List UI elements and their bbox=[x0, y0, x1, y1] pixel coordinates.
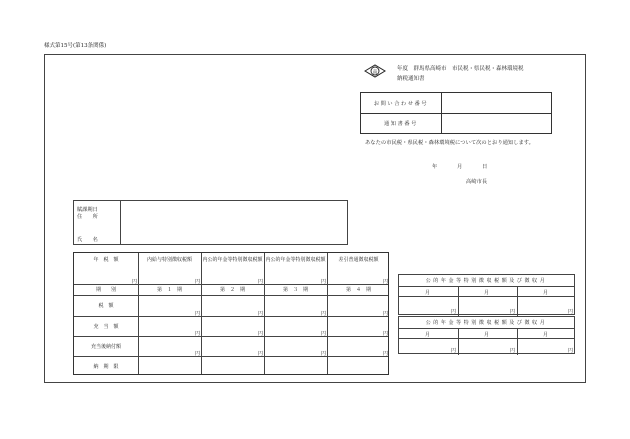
yen-label: 円 bbox=[510, 309, 516, 315]
svg-text:高: 高 bbox=[372, 69, 378, 76]
notice-text: あなたの市民税・県民税・森林環境税について次のとおり通知します。 bbox=[365, 140, 534, 146]
applied-amount-label: 充 当 額 bbox=[93, 323, 119, 330]
period-label: 期 別 bbox=[95, 287, 116, 293]
address-label: 住 所 bbox=[77, 214, 98, 220]
yen-label: 円 bbox=[195, 311, 201, 317]
pension-special-header-2: 内公的年金等特別徴収税額 bbox=[265, 256, 326, 263]
yen-label: 円 bbox=[383, 279, 389, 285]
notice-number-label: 通知書番号 bbox=[361, 113, 442, 133]
yen-label: 円 bbox=[383, 351, 389, 357]
period-4: 第 ４ 期 bbox=[345, 287, 371, 293]
yen-label: 円 bbox=[321, 311, 327, 317]
yen-label: 円 bbox=[321, 331, 327, 337]
name-label: 氏 名 bbox=[77, 237, 98, 243]
month-label: 月 bbox=[425, 332, 431, 338]
yen-label: 円 bbox=[258, 311, 264, 317]
notice-number-row bbox=[361, 113, 551, 133]
yen-label: 円 bbox=[568, 348, 574, 354]
salary-special-header: 内給与特別徴収税額 bbox=[146, 256, 192, 263]
period-2: 第 ２ 期 bbox=[219, 287, 245, 293]
yen-label: 円 bbox=[383, 311, 389, 317]
pension-schedule-2 bbox=[398, 316, 575, 354]
yen-label: 円 bbox=[321, 279, 327, 285]
pension-schedule-2-title: 公的年金等特別徴収税額及び徴収月 bbox=[399, 317, 574, 329]
form-code: 様式第15号(第13条関係) bbox=[44, 43, 107, 49]
yen-label: 円 bbox=[383, 331, 389, 337]
yen-label: 円 bbox=[510, 348, 516, 354]
yen-label: 円 bbox=[258, 331, 264, 337]
tax-amount-label: 税 額 bbox=[98, 303, 114, 309]
contact-number-row bbox=[361, 93, 551, 114]
mayor-name: 高崎市長 bbox=[466, 179, 488, 185]
assessment-date-label: 賦課期日 bbox=[77, 207, 98, 213]
city-seal-icon bbox=[364, 64, 386, 78]
yen-label: 円 bbox=[258, 279, 264, 285]
taxpayer-divider bbox=[120, 201, 121, 244]
month-label: 月 bbox=[484, 332, 490, 338]
month-label: 月 bbox=[484, 290, 490, 296]
yen-label: 円 bbox=[451, 348, 457, 354]
yen-label: 円 bbox=[195, 331, 201, 337]
yen-label: 円 bbox=[451, 309, 457, 315]
pension-special-header-1: 内公的年金等特別徴収税額 bbox=[202, 256, 263, 263]
period-3: 第 ３ 期 bbox=[282, 287, 308, 293]
applied-payment-label: 充当後納付額 bbox=[90, 343, 121, 350]
yen-label: 円 bbox=[258, 351, 264, 357]
contact-number-label: お問い合わせ番号 bbox=[361, 93, 442, 113]
yen-label: 円 bbox=[568, 309, 574, 315]
col-divider bbox=[458, 328, 459, 355]
pension-schedule-1-title: 公的年金等特別徴収税額及び徴収月 bbox=[399, 275, 574, 287]
taxpayer-box bbox=[73, 200, 348, 245]
month-label: 月 bbox=[543, 290, 549, 296]
ordinary-tax-header: 差引普通徴収税額 bbox=[338, 256, 379, 263]
yen-label: 円 bbox=[321, 351, 327, 357]
month-label: 月 bbox=[425, 290, 431, 296]
yen-label: 円 bbox=[195, 351, 201, 357]
period-1: 第 １ 期 bbox=[156, 287, 182, 293]
month-label: 月 bbox=[543, 332, 549, 338]
col-divider bbox=[458, 286, 459, 316]
notice-title: 年度 群馬県高崎市 市民税・県民税・森林環境税 bbox=[397, 66, 524, 72]
tax-table bbox=[73, 252, 389, 375]
yen-label: 円 bbox=[132, 279, 138, 285]
pension-schedule-1 bbox=[398, 274, 575, 315]
notice-subtitle: 納税通知書 bbox=[397, 76, 425, 82]
due-date-label: 納 期 限 bbox=[93, 363, 119, 370]
inquiry-box bbox=[360, 92, 552, 134]
col-divider bbox=[517, 286, 518, 316]
annual-tax-header: 年 税 額 bbox=[93, 256, 119, 263]
yen-label: 円 bbox=[195, 279, 201, 285]
issue-date: 年 月 日 bbox=[432, 164, 488, 170]
col-divider bbox=[517, 328, 518, 355]
